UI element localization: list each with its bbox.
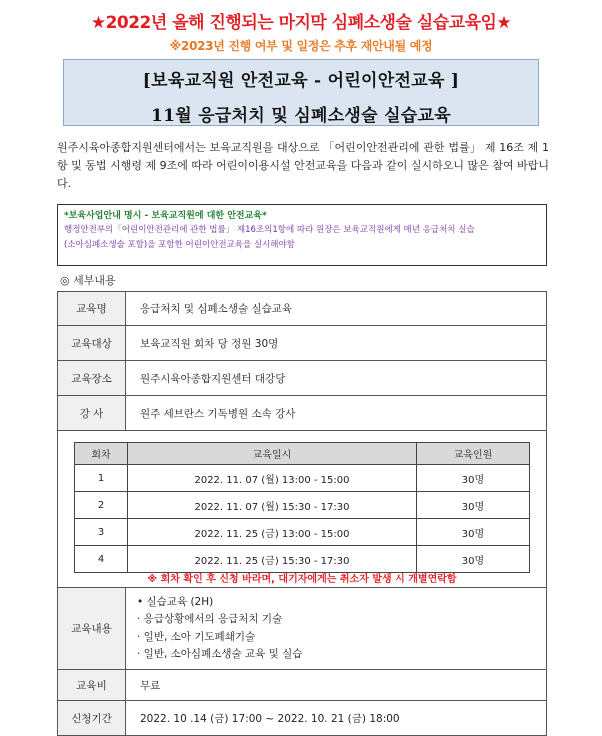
schedule-row-item <box>75 492 530 519</box>
notice-subtitle: ※2023년 진행 여부 및 일정은 추후 재안내될 예정 <box>169 39 433 53</box>
fee-row <box>58 670 547 701</box>
detail-row <box>58 292 547 326</box>
period-value: 2022. 10 .14 (금) 17:00 ~ 2022. 10. 21 (금) 18:00 <box>126 701 547 736</box>
schedule-header: 교육일시 <box>128 443 417 465</box>
notice-line-1: 행정안전부의「어린이안전관리에 관한 법률」 제16조의1항에 따라 원장은 보육교직원에게 매년 응급처치 실습 <box>64 225 475 235</box>
schedule-warning: ※ 회차 확인 후 신청 바라며, 대기자에게는 취소자 발생 시 개별연락함 <box>147 574 457 585</box>
content-list <box>127 594 545 664</box>
detail-value: 보육교직원 회차 당 정원 30명 <box>126 326 547 361</box>
fee-label: 교육비 <box>58 670 126 701</box>
banner-line-2: 11월 응급처치 및 심폐소생술 실습교육 <box>151 106 451 126</box>
detail-label: 교육장소 <box>58 361 126 396</box>
schedule-header: 회차 <box>75 443 128 465</box>
detail-row <box>58 396 547 431</box>
content-label: 교육내용 <box>58 588 126 670</box>
period-label: 신청기간 <box>58 701 126 736</box>
banner-line-1: [보육교직원 안전교육 - 어린이안전교육 ] <box>142 71 460 91</box>
schedule-table <box>74 442 530 573</box>
content-item: · 일반, 소아심폐소생술 교육 및 실습 <box>137 648 303 660</box>
detail-row <box>58 361 547 396</box>
schedule-row <box>58 431 547 588</box>
content-item: · 일반, 소아 기도폐쇄기술 <box>137 630 256 643</box>
schedule-cell <box>58 431 547 588</box>
detail-label: 강 사 <box>58 396 126 431</box>
schedule-row-item <box>75 519 530 546</box>
session-number: 3 <box>75 519 128 546</box>
session-datetime: 2022. 11. 25 (금) 15:30 - 17:30 <box>128 546 417 573</box>
session-capacity: 30명 <box>417 492 530 519</box>
period-row <box>58 701 547 736</box>
session-number: 4 <box>75 546 128 573</box>
session-number: 1 <box>75 465 128 492</box>
content-item: • 실습교육 (2H) <box>137 595 214 608</box>
legal-notice-box <box>57 204 547 266</box>
notice-line-2: (소아심폐소생술 포함)을 포함한 어린이안전교육을 실시해야함 <box>64 240 295 250</box>
section-label: ◎ 세부내용 <box>60 274 116 287</box>
session-capacity: 30명 <box>417 465 530 492</box>
title-banner <box>63 59 539 126</box>
session-datetime: 2022. 11. 07 (월) 15:30 - 17:30 <box>128 492 417 519</box>
schedule-header-row <box>75 443 530 465</box>
detail-label: 교육대상 <box>58 326 126 361</box>
schedule-row-item <box>75 465 530 492</box>
content-item: · 응급상황에서의 응급처치 기술 <box>137 613 283 625</box>
details-table <box>57 291 547 736</box>
session-datetime: 2022. 11. 07 (월) 13:00 - 15:00 <box>128 465 417 492</box>
content-row <box>58 588 547 670</box>
detail-row <box>58 326 547 361</box>
session-number: 2 <box>75 492 128 519</box>
notice-heading: *보육사업안내 명시 - 보육교직원에 대한 안전교육* <box>64 211 267 221</box>
session-capacity: 30명 <box>417 519 530 546</box>
fee-value: 무료 <box>126 670 547 701</box>
schedule-header: 교육인원 <box>417 443 530 465</box>
session-datetime: 2022. 11. 25 (금) 13:00 - 15:00 <box>128 519 417 546</box>
detail-label: 교육명 <box>58 292 126 326</box>
detail-value: 원주 세브란스 기독병원 소속 강사 <box>126 396 547 431</box>
main-title: ★2022년 올해 진행되는 마지막 심폐소생술 실습교육임★ <box>90 13 512 33</box>
schedule-row-item <box>75 546 530 573</box>
detail-value: 원주시육아종합지원센터 대강당 <box>126 361 547 396</box>
detail-value: 응급처치 및 심폐소생술 실습교육 <box>126 292 547 326</box>
session-capacity: 30명 <box>417 546 530 573</box>
intro-paragraph: 원주시육아종합지원센터에서는 보육교직원을 대상으로 「어린이안전관리에 관한 법률」 제 16조 제 1항 및 동법 시행령 제 9조에 따라 어린이이용시설 안전교육을 다음과 같이 실시하오니 많은 참여 바랍니다. <box>57 141 549 190</box>
content-value <box>126 588 547 670</box>
